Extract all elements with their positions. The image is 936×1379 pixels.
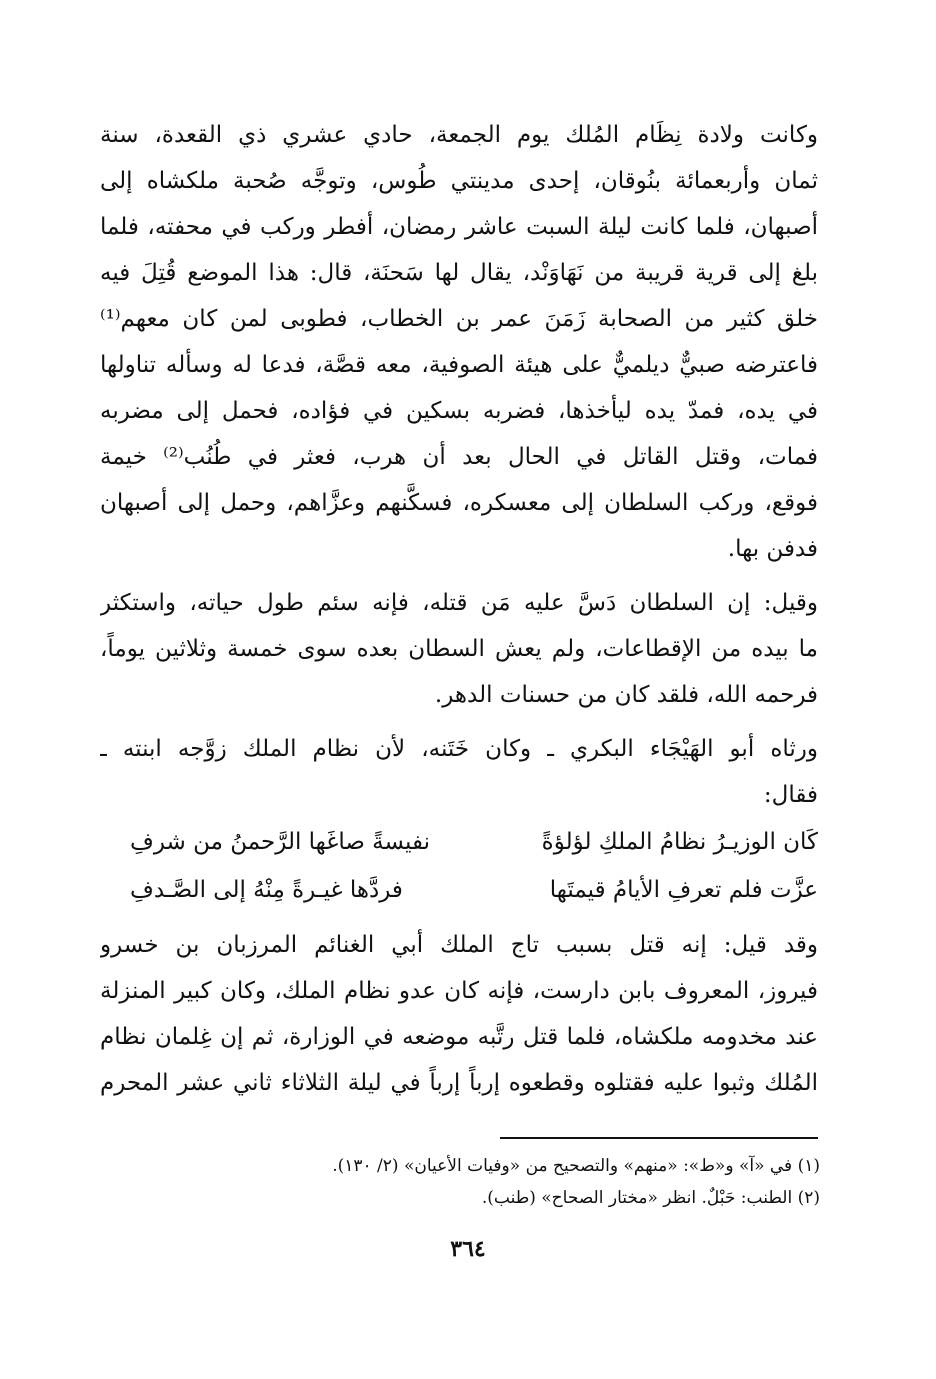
paragraph-2 <box>100 580 818 718</box>
paragraph-1 <box>100 112 818 572</box>
paragraph-gap <box>100 914 818 922</box>
paragraph-gap <box>100 718 818 726</box>
text-line: خلق كثير من الصحابة زَمَنَ عمر بن الخطاب، فطوبى لمن كان معهم⁽¹⁾ <box>100 306 818 332</box>
text-line: المُلك وثبوا عليه فقتلوه وقطعوه إرباً إرباً في ليلة الثلاثاء ثاني عشر المحرم <box>100 1070 818 1096</box>
paragraph-3 <box>100 726 818 818</box>
text-line: بلغ إلى قرية قريبة من نَهَاوَنْد، يقال لها سَحنَة، قال: هذا الموضع قُتِلَ فيه <box>100 260 818 286</box>
text-line: أصبهان، فلما كانت ليلة السبت عاشر رمضان، أفطر وركب في محفته، فلما <box>100 214 818 240</box>
poem-hemistich-first: كَان الوزيـرُ نظامُ الملكِ لؤلؤةً <box>541 829 818 855</box>
text-line: وقيل: إن السلطان دَسَّ عليه مَن قتله، فإنه سئم طول حياته، واستكثر <box>100 590 818 616</box>
text-line: وكانت ولادة نِظَام المُلك يوم الجمعة، حادي عشري ذي القعدة، سنة <box>100 122 818 148</box>
text-line: فرحمه الله، فلقد كان من حسنات الدهر. <box>434 682 818 708</box>
text-line: فوقع، وركب السلطان إلى معسكره، فسكَّنهم وعزَّاهم، وحمل إلى أصبهان <box>100 490 818 516</box>
text-line: ورثاه أبو الهَيْجَاء البكري ـ وكان خَتَنه، لأن نظام الملك زوَّجه ابنته ـ <box>100 736 818 762</box>
text-line: ما بيده من الإقطاعات، ولم يعش السطان بعده سوى خمسة وثلاثين يوماً، <box>100 636 818 662</box>
main-text <box>100 112 818 1106</box>
footnote-1: (١) في «آ» و«ط»: «منهم» والتصحيح من «وفيات الأعيان» (٢/ ١٣٠). <box>332 1156 820 1176</box>
text-line: عند مخدومه ملكشاه، فلما قتل رتَّبه موضعه في الوزارة، ثم إن غِلمان نظام <box>100 1024 818 1050</box>
paragraph-gap <box>100 572 818 580</box>
page-number: ٣٦٤ <box>450 1236 486 1262</box>
text-line: فمات، وقتل القاتل في الحال بعد أن هرب، فعثر في طُنُب⁽²⁾ خيمة <box>100 444 818 470</box>
text-line: وقد قيل: إنه قتل بسبب تاج الملك أبي الغنائم المرزبان بن خسرو <box>100 932 818 958</box>
text-line: فقال: <box>763 782 818 808</box>
poem-hemistich-second: فردَّها غيـرةً مِنْهُ إلى الصَّـدفِ <box>130 877 403 903</box>
poem-verse <box>100 866 818 914</box>
text-line: فيروز، المعروف بابن دارست، فإنه كان عدو نظام الملك، وكان كبير المنزلة <box>100 978 818 1004</box>
footnote-divider <box>500 1137 818 1139</box>
text-line: فدفن بها. <box>727 536 818 562</box>
text-line: ثمان وأربعمائة بنُوقان، إحدى مدينتي طُوس، وتوجَّه صُحبة ملكشاه إلى <box>100 168 818 194</box>
poem-verse <box>100 818 818 866</box>
poem-hemistich-second: نفيسةً صاغَها الرَّحمنُ من شرفِ <box>130 829 430 855</box>
text-line: في يده، فمدّ يده ليأخذها، فضربه بسكين في فؤاده، فحمل إلى مضربه <box>100 398 818 424</box>
poem <box>100 818 818 914</box>
footnotes <box>250 1150 820 1214</box>
footnote-2: (٢) الطنب: حَبْلٌ. انظر «مختار الصحاح» (طنب). <box>481 1188 820 1208</box>
poem-hemistich-first: عزَّت فلم تعرفِ الأيامُ قيمتَها <box>549 877 818 903</box>
paragraph-4 <box>100 922 818 1106</box>
text-line: فاعترضه صبيٌّ ديلميٌّ على هيئة الصوفية، معه قصَّة، فدعا له وسأله تناولها <box>100 352 818 378</box>
